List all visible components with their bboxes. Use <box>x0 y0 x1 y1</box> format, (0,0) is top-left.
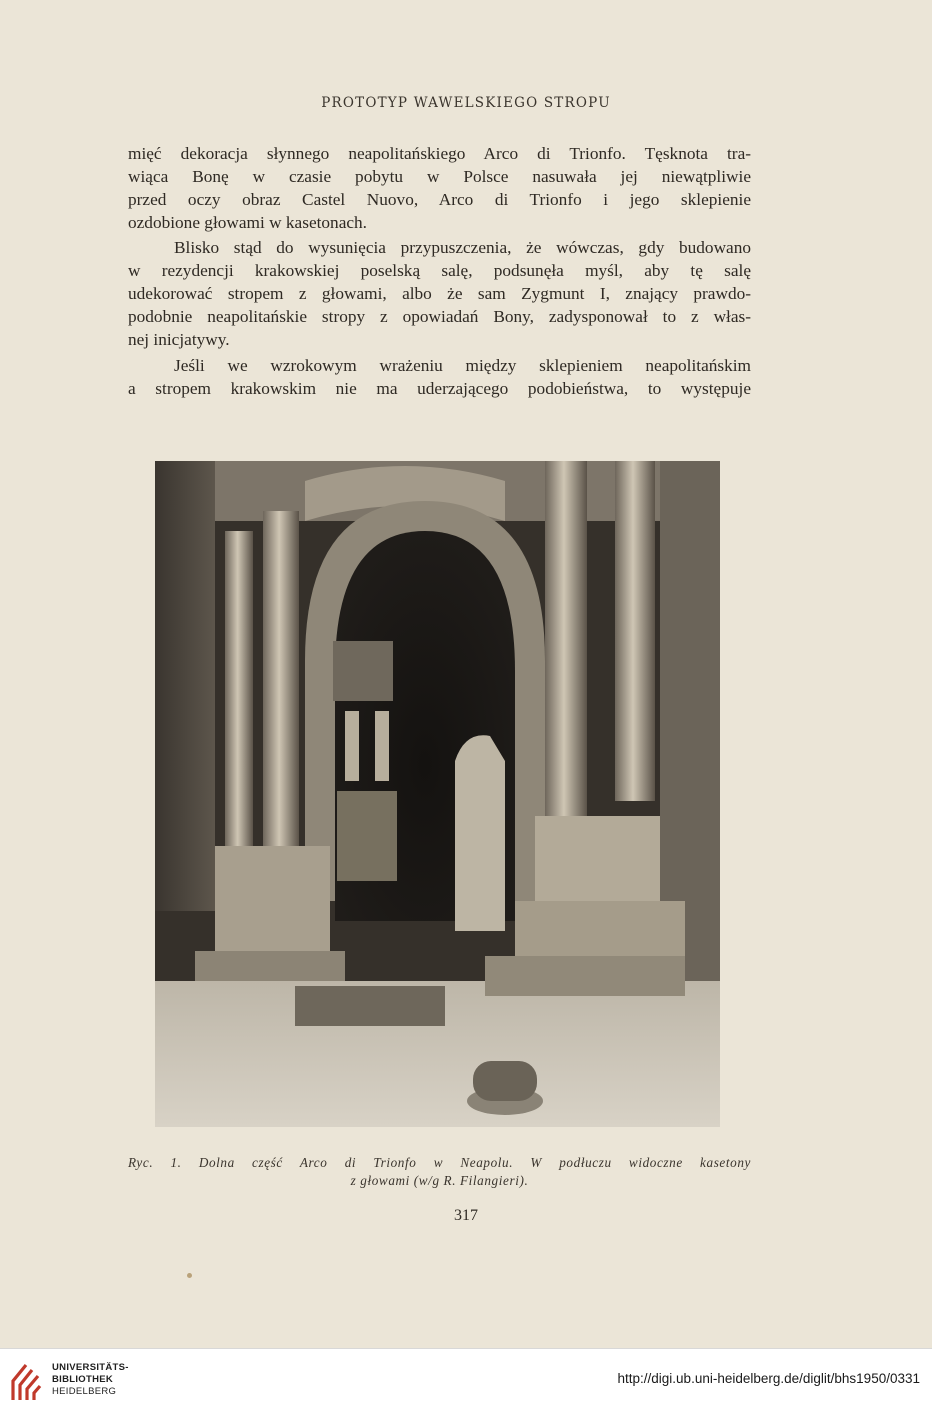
source-url-link[interactable]: http://digi.ub.uni-heidelberg.de/diglit/bhs1950/0331 <box>617 1371 920 1386</box>
arch-photograph <box>155 461 720 1127</box>
text-line: a stropem krakowskim nie ma uderzającego podobieństwa, to występuje <box>128 379 751 398</box>
arch-illustration <box>155 461 720 1127</box>
caption-line: z głowami (w/g R. Filangieri). <box>350 1173 529 1188</box>
running-head: PROTOTYP WAWELSKIEGO STROPU <box>321 95 611 111</box>
caption-line: Ryc. 1. Dolna część Arco di Trionfo w Neapolu. W podłuczu widoczne kasetony <box>128 1155 751 1170</box>
text-line: ozdobione głowami w kasetonach. <box>128 213 367 232</box>
text-line: wiąca Bonę w czasie pobytu w Polsce nasuwała jej niewątpliwie <box>128 167 751 186</box>
page-number: 317 <box>454 1207 478 1224</box>
paragraph-1 <box>128 142 751 234</box>
text-line: przed oczy obraz Castel Nuovo, Arco di Trionfo i jego sklepienie <box>128 190 751 209</box>
library-name[interactable] <box>52 1362 129 1398</box>
text-line: w rezydencji krakowskiej poselską salę, podsunęła myśl, aby tę salę <box>128 261 751 280</box>
text-line: mięć dekoracja słynnego neapolitańskiego Arco di Trionfo. Tęsknota tra- <box>128 144 751 163</box>
logo-line: UNIVERSITÄTS- <box>52 1362 129 1373</box>
text-line: podobnie neapolitańskie stropy z opowiadań Bony, zadysponował to z włas- <box>128 307 751 326</box>
text-line: Jeśli we wzrokowym wrażeniu między sklepieniem neapolitańskim <box>174 356 751 375</box>
paragraph-2 <box>128 236 751 351</box>
logo-line: HEIDELBERG <box>52 1386 117 1397</box>
library-footer <box>0 1348 932 1417</box>
figure-caption <box>128 1154 751 1190</box>
paragraph-3 <box>128 354 751 400</box>
text-line: nej inicjatywy. <box>128 330 230 349</box>
library-logo-icon[interactable] <box>10 1361 42 1403</box>
text-line: udekorować stropem z głowami, albo że sam Zygmunt I, znający prawdo- <box>128 284 751 303</box>
paper-speck <box>187 1273 192 1278</box>
logo-line: BIBLIOTHEK <box>52 1374 114 1385</box>
text-line: Blisko stąd do wysunięcia przypuszczenia, że wówczas, gdy budowano <box>174 238 751 257</box>
